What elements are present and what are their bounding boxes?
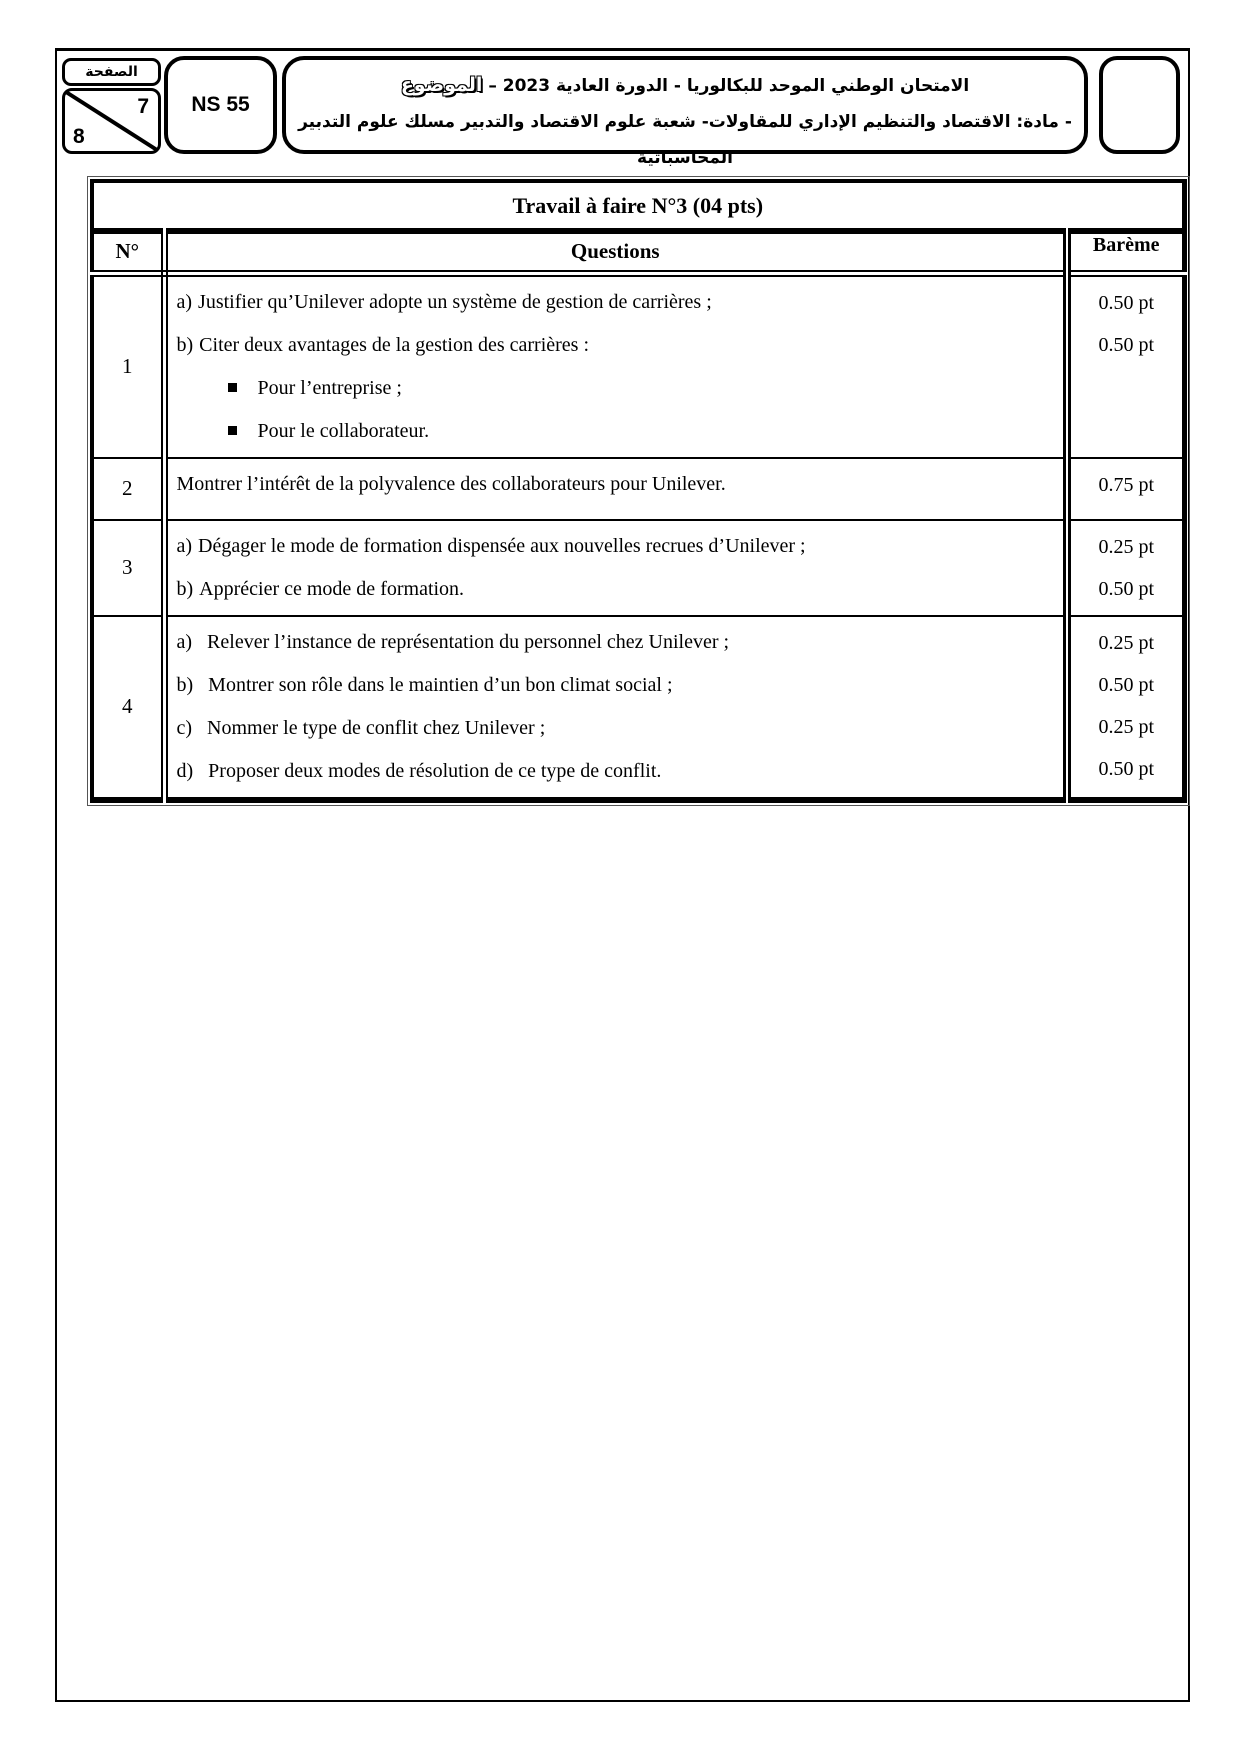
bareme-value: 0.25 pt: [1098, 715, 1155, 738]
bareme-cell: [1067, 616, 1184, 800]
bareme-value: 0.50 pt: [1098, 291, 1155, 314]
exam-title-box: [282, 56, 1088, 168]
table-title-row: [92, 181, 1184, 231]
current-page-number: 7: [137, 95, 149, 118]
bareme-cell: [1067, 520, 1184, 616]
bareme-value: 0.50 pt: [1098, 333, 1155, 356]
bareme-cell: [1067, 273, 1184, 458]
question-line: a) Dégager le mode de formation dispensée aux nouvelles recrues d’Unilever ;: [176, 534, 806, 557]
question-cell: [164, 616, 1067, 800]
bareme-cell: [1067, 458, 1184, 520]
worksheet-table-wrap: [90, 179, 1182, 803]
table-row: [92, 458, 1184, 520]
question-cell: [164, 520, 1067, 616]
question-line: a) Relever l’instance de représentation du personnel chez Unilever ;: [176, 630, 730, 653]
bareme-value: 0.50 pt: [1098, 577, 1155, 600]
bareme-value: 0.50 pt: [1098, 673, 1155, 696]
question-line: d) Proposer deux modes de résolution de ce type de conflit.: [176, 759, 662, 782]
exam-code: NS 55: [191, 93, 250, 116]
question-number: 3: [92, 520, 164, 616]
empty-header-box: [1099, 56, 1180, 154]
bareme-value: 0.50 pt: [1098, 757, 1155, 780]
table-row: [92, 520, 1184, 616]
table-header-row: [92, 231, 1184, 273]
question-bullet-line: Pour le collaborateur.: [177, 410, 1054, 453]
question-line: Montrer l’intérêt de la polyvalence des collaborateurs pour Unilever.: [176, 472, 726, 495]
square-bullet-icon: [228, 383, 237, 392]
question-number: 2: [92, 458, 164, 520]
bareme-value: 0.25 pt: [1098, 535, 1155, 558]
worksheet-table: [90, 179, 1187, 803]
page-label-box: [62, 58, 161, 86]
table-row: [92, 273, 1184, 458]
exam-title-line3: المحاسباتية: [637, 148, 733, 168]
question-line: c) Nommer le type de conflit chez Unilever ;: [176, 716, 546, 739]
table-title: Travail à faire N°3 (04 pts): [92, 181, 1184, 231]
table-row: [92, 616, 1184, 800]
column-header-num: N°: [92, 231, 164, 273]
page-number-box: [62, 88, 161, 154]
question-line: b) Montrer son rôle dans le maintien d’un bon climat social ;: [176, 673, 673, 696]
column-header-questions: Questions: [164, 231, 1067, 273]
bareme-value: 0.25 pt: [1098, 631, 1155, 654]
question-cell: [164, 273, 1067, 458]
subject-calligraphy-word: الموضوع: [400, 74, 483, 96]
page-label: الصفحة: [85, 64, 138, 80]
question-cell: [164, 458, 1067, 520]
question-line: b) Citer deux avantages de la gestion des carrières :: [176, 333, 590, 356]
bareme-value: 0.75 pt: [1098, 473, 1155, 496]
question-line: b) Apprécier ce mode de formation.: [176, 577, 465, 600]
question-line: a) Justifier qu’Unilever adopte un système de gestion de carrières ;: [176, 290, 712, 313]
exam-code-box: [164, 56, 277, 154]
page-frame: [55, 48, 1190, 1702]
exam-title-line1: الامتحان الوطني الموحد للبكالوريا - الدورة العادية 2023 – الموضوع: [400, 74, 970, 96]
exam-title-line2: - مادة: الاقتصاد والتنظيم الإداري للمقاولات- شعبة علوم الاقتصاد والتدبير مسلك علوم التدبير: [298, 112, 1072, 132]
total-pages-number: 8: [73, 125, 85, 148]
column-header-bareme: Barème: [1067, 231, 1184, 273]
square-bullet-icon: [228, 426, 237, 435]
question-number: 1: [92, 273, 164, 458]
question-bullet-line: Pour l’entreprise ;: [177, 367, 1054, 410]
question-number: 4: [92, 616, 164, 800]
